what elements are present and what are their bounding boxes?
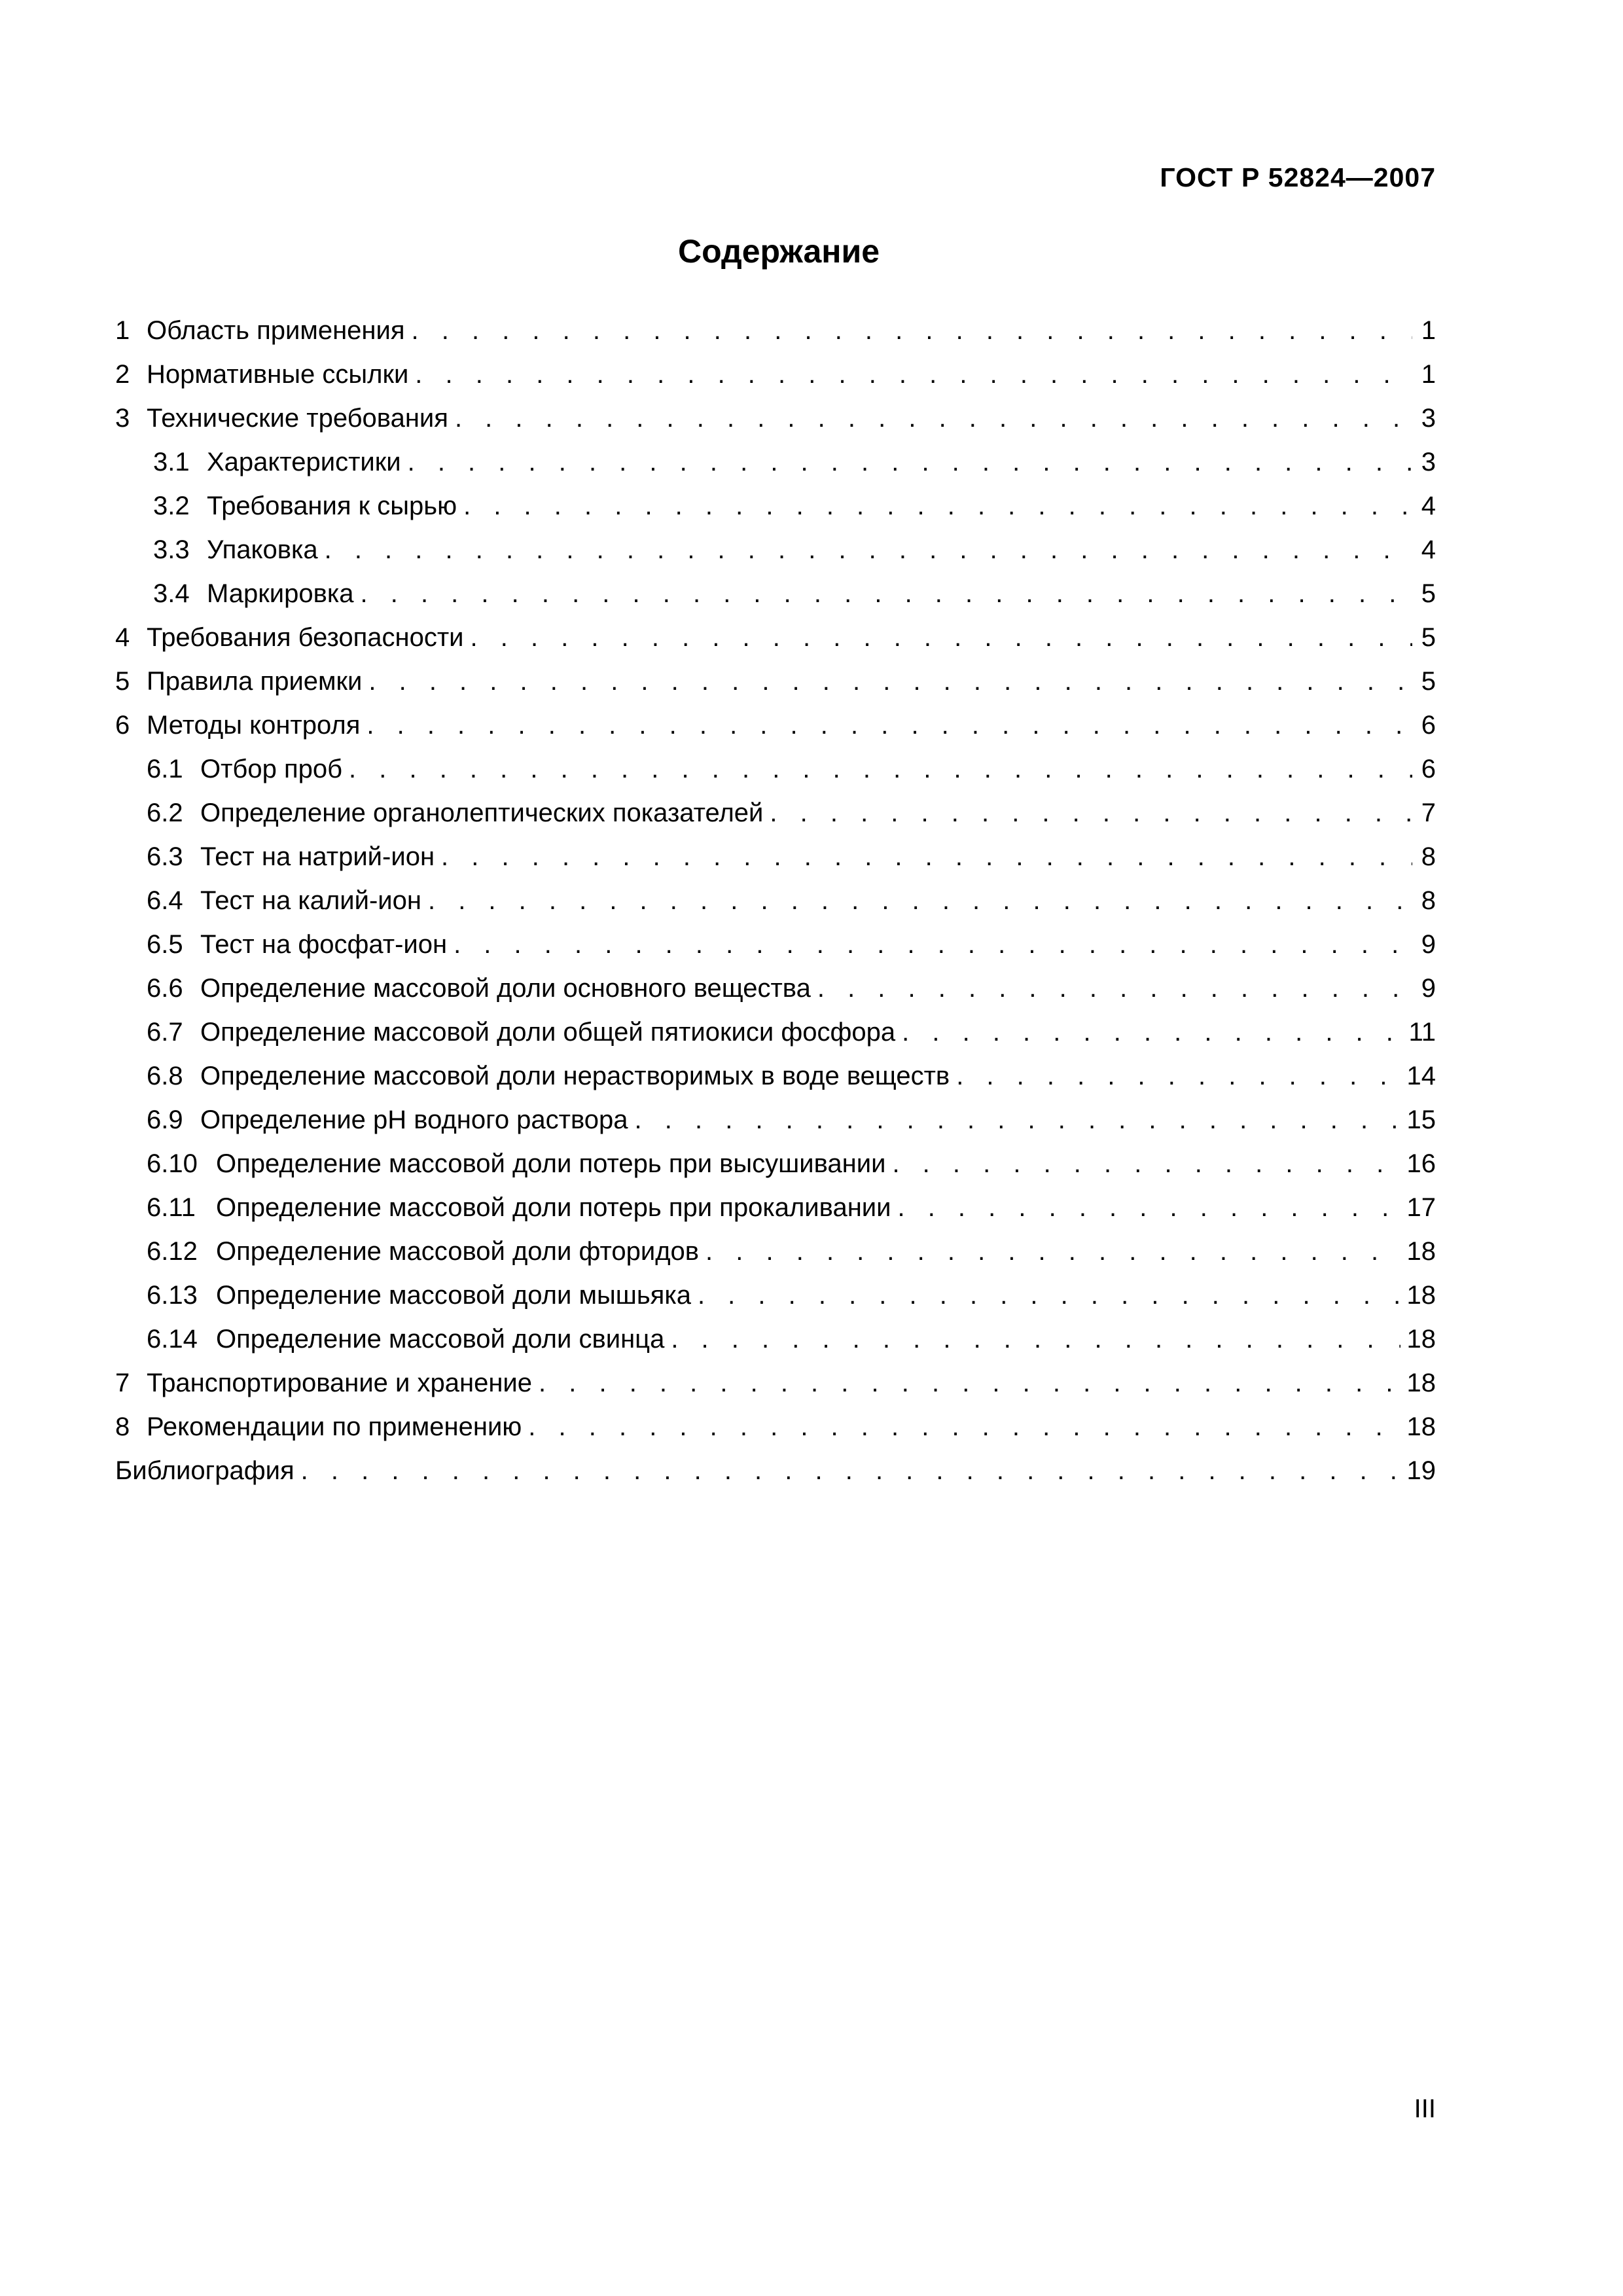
- toc-subentry[interactable]: [115, 747, 1436, 791]
- toc-entry[interactable]: [115, 309, 1436, 353]
- dot-leader: [360, 572, 1412, 616]
- toc-entry-title: Упаковка: [207, 535, 318, 564]
- toc-entry-number: 6.8: [147, 1062, 183, 1090]
- toc-entry-title: Тест на фосфат-ион: [200, 930, 448, 959]
- toc-entry-title: Отбор проб: [200, 755, 343, 783]
- toc-entry-page: 19: [1406, 1456, 1436, 1485]
- toc-subentry[interactable]: [115, 484, 1436, 528]
- document-code: ГОСТ Р 52824—2007: [1160, 162, 1436, 192]
- toc-entry-number: 6.2: [147, 798, 183, 827]
- toc-entry-page: 3: [1421, 404, 1436, 433]
- toc-entry-title: Определение массовой доли потерь при высушивании: [216, 1149, 886, 1178]
- toc-entry-number: 6.13: [147, 1281, 198, 1310]
- toc-entry-page: 9: [1421, 974, 1436, 1003]
- toc-subentry[interactable]: [115, 1230, 1436, 1274]
- toc-entry-title: Нормативные ссылки: [147, 360, 409, 389]
- toc-entry[interactable]: [115, 397, 1436, 440]
- toc-entry-number: 4: [115, 623, 130, 652]
- toc-subentry[interactable]: [115, 1054, 1436, 1098]
- dot-leader: [428, 879, 1412, 923]
- toc-entry-number: 6.9: [147, 1105, 183, 1134]
- dot-leader: [366, 704, 1412, 747]
- toc-entry-title: Требования безопасности: [147, 623, 464, 652]
- toc-entry-title: Определение массовой доли основного вещества: [200, 974, 811, 1003]
- dot-leader: [892, 1142, 1400, 1186]
- dot-leader: [817, 967, 1412, 1011]
- dot-leader: [635, 1098, 1400, 1142]
- dot-leader: [408, 440, 1412, 484]
- toc-entry-title: Рекомендации по применению: [147, 1412, 522, 1441]
- toc-subentry[interactable]: [115, 879, 1436, 923]
- toc-entry-page: 15: [1406, 1105, 1436, 1134]
- toc-entry-title: Транспортирование и хранение: [147, 1369, 533, 1397]
- toc-subentry[interactable]: [115, 1186, 1436, 1230]
- toc-entry-page: 16: [1406, 1149, 1436, 1178]
- toc-entry-title: Определение органолептических показателей: [200, 798, 764, 827]
- dot-leader: [415, 353, 1412, 397]
- toc-subentry[interactable]: [115, 923, 1436, 967]
- dot-leader: [454, 923, 1412, 967]
- toc-entry-title: Тест на натрий-ион: [200, 842, 435, 871]
- toc-entry-title: Маркировка: [207, 579, 354, 608]
- toc-entry-page: 5: [1421, 579, 1436, 608]
- toc-subentry[interactable]: [115, 791, 1436, 835]
- toc-entry-page: 5: [1421, 623, 1436, 652]
- toc-entry-page: 18: [1406, 1325, 1436, 1354]
- dot-leader: [325, 528, 1412, 572]
- toc-entry-number: 6.11: [147, 1193, 196, 1222]
- toc-entry-page: 11: [1408, 1018, 1436, 1047]
- toc-entry-number: 6.10: [147, 1149, 198, 1178]
- toc-entry-number: 5: [115, 667, 130, 696]
- toc-entry-page: 4: [1421, 535, 1436, 564]
- toc-entry-number: 3.1: [153, 448, 190, 476]
- toc-entry-page: 5: [1421, 667, 1436, 696]
- toc-entry-title: Определение pH водного раствора: [200, 1105, 628, 1134]
- toc-entry-page: 6: [1421, 755, 1436, 783]
- toc-subentry[interactable]: [115, 1142, 1436, 1186]
- dot-leader: [412, 309, 1412, 353]
- dot-leader: [441, 835, 1412, 879]
- toc-entry-title: Правила приемки: [147, 667, 363, 696]
- dot-leader: [897, 1186, 1400, 1230]
- toc-entry[interactable]: [115, 704, 1436, 747]
- toc-entry-number: 3.2: [153, 492, 190, 520]
- toc-entry-number: 8: [115, 1412, 130, 1441]
- toc-entry-title: Технические требования: [147, 404, 448, 433]
- toc-entry-page: 18: [1406, 1281, 1436, 1310]
- toc-entry-page: 6: [1421, 711, 1436, 740]
- page-title: Содержание: [677, 233, 880, 270]
- toc-entry-page: 1: [1421, 360, 1436, 389]
- toc-entry-title: Область применения: [147, 316, 405, 345]
- toc-subentry[interactable]: [115, 1318, 1436, 1361]
- toc-subentry[interactable]: [115, 1274, 1436, 1318]
- toc-subentry[interactable]: [115, 1011, 1436, 1054]
- toc-entry-title: Характеристики: [207, 448, 401, 476]
- toc-entry-number: 2: [115, 360, 130, 389]
- toc-entry[interactable]: [115, 660, 1436, 704]
- table-of-contents: [115, 309, 1436, 1493]
- dot-leader: [539, 1361, 1400, 1405]
- toc-entry-number: 7: [115, 1369, 130, 1397]
- toc-entry-number: 3.4: [153, 579, 190, 608]
- toc-subentry[interactable]: [115, 440, 1436, 484]
- toc-entry-page: 17: [1406, 1193, 1436, 1222]
- toc-subentry[interactable]: [115, 967, 1436, 1011]
- dot-leader: [463, 484, 1412, 528]
- toc-entry-number: 6.14: [147, 1325, 198, 1354]
- dot-leader: [698, 1274, 1400, 1318]
- toc-entry[interactable]: [115, 1361, 1436, 1405]
- toc-entry-bibliography[interactable]: [115, 1449, 1436, 1493]
- toc-entry-title: Определение массовой доли свинца: [216, 1325, 665, 1354]
- toc-entry-title: Библиография: [115, 1456, 294, 1485]
- toc-entry-page: 4: [1421, 492, 1436, 520]
- dot-leader: [471, 616, 1412, 660]
- dot-leader: [528, 1405, 1400, 1449]
- toc-subentry[interactable]: [115, 572, 1436, 616]
- toc-entry-title: Определение массовой доли мышьяка: [216, 1281, 691, 1310]
- dot-leader: [368, 660, 1412, 704]
- toc-entry-page: 18: [1406, 1237, 1436, 1266]
- dot-leader: [902, 1011, 1402, 1054]
- dot-leader: [301, 1449, 1400, 1493]
- dot-leader: [349, 747, 1412, 791]
- dot-leader: [956, 1054, 1400, 1098]
- toc-entry-title: Определение массовой доли нерастворимых в воде веществ: [200, 1062, 950, 1090]
- toc-subentry[interactable]: [115, 835, 1436, 879]
- dot-leader: [770, 791, 1412, 835]
- toc-entry-title: Требования к сырью: [207, 492, 457, 520]
- toc-entry-title: Определение массовой доли общей пятиокиси фосфора: [200, 1018, 896, 1047]
- toc-entry-page: 18: [1406, 1412, 1436, 1441]
- toc-entry-title: Тест на калий-ион: [200, 886, 421, 915]
- dot-leader: [671, 1318, 1400, 1361]
- toc-entry-title: Определение массовой доли потерь при прокаливании: [216, 1193, 891, 1222]
- toc-entry-number: 6.12: [147, 1237, 198, 1266]
- toc-entry[interactable]: [115, 1405, 1436, 1449]
- toc-entry-page: 9: [1421, 930, 1436, 959]
- toc-subentry[interactable]: [115, 528, 1436, 572]
- toc-entry-number: 1: [115, 316, 130, 345]
- toc-entry-page: 8: [1421, 842, 1436, 871]
- toc-entry-number: 6.3: [147, 842, 183, 871]
- toc-subentry[interactable]: [115, 1098, 1436, 1142]
- toc-entry-page: 8: [1421, 886, 1436, 915]
- toc-entry-number: 3: [115, 404, 130, 433]
- toc-entry-title: Методы контроля: [147, 711, 361, 740]
- toc-entry-number: 6.4: [147, 886, 183, 915]
- toc-entry-number: 6.5: [147, 930, 183, 959]
- toc-entry-page: 3: [1421, 448, 1436, 476]
- toc-entry-page: 1: [1421, 316, 1436, 345]
- toc-entry[interactable]: [115, 616, 1436, 660]
- toc-entry-number: 6.1: [147, 755, 183, 783]
- toc-entry[interactable]: [115, 353, 1436, 397]
- toc-entry-number: 6.7: [147, 1018, 183, 1047]
- toc-entry-page: 18: [1406, 1369, 1436, 1397]
- dot-leader: [705, 1230, 1400, 1274]
- dot-leader: [455, 397, 1412, 440]
- toc-entry-number: 6.6: [147, 974, 183, 1003]
- toc-entry-title: Определение массовой доли фторидов: [216, 1237, 700, 1266]
- toc-entry-number: 6: [115, 711, 130, 740]
- toc-entry-page: 7: [1421, 798, 1436, 827]
- page-number: III: [1414, 2094, 1436, 2123]
- toc-entry-page: 14: [1406, 1062, 1436, 1090]
- toc-entry-number: 3.3: [153, 535, 190, 564]
